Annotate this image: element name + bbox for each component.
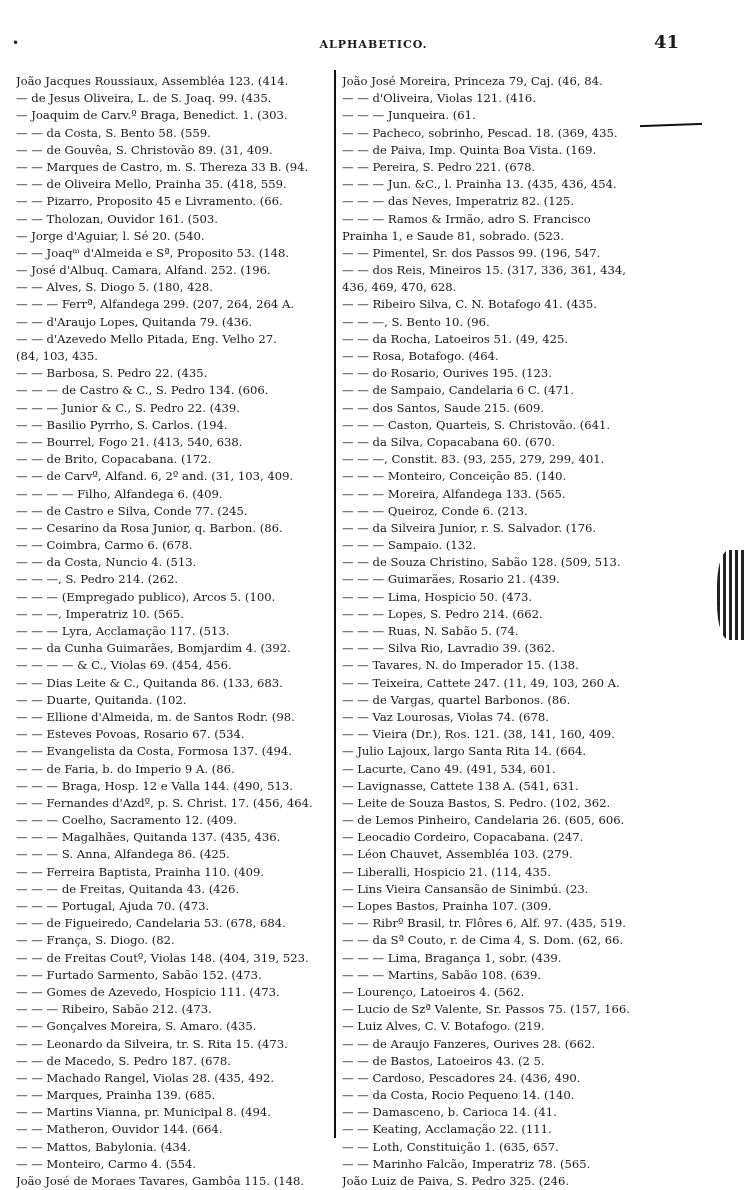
directory-entry: — — Tavares, N. do Imperador 15. (138. — [342, 658, 579, 673]
directory-entry: — — Pimentel, Sr. dos Passos 99. (196, 547. — [342, 245, 601, 260]
directory-entry: — — — (Empregado publico), Arcos 5. (100. — [16, 589, 276, 604]
directory-entry: — — de Paiva, Imp. Quinta Boa Vista. (169. — [342, 142, 597, 157]
directory-entry: — — Tholozan, Ouvidor 161. (503. — [16, 211, 218, 226]
directory-entry: — — — Junior & C., S. Pedro 22. (439. — [16, 400, 240, 415]
directory-entry: — — de Castro e Silva, Conde 77. (245. — [16, 503, 248, 518]
page-number: 41 — [653, 32, 679, 53]
directory-entry: — de Lemos Pinheiro, Candelaria 26. (605, 606. — [342, 813, 625, 828]
directory-entry: — — da Cunha Guimarães, Bomjardim 4. (392. — [16, 641, 291, 656]
directory-entry: — — Pizarro, Proposito 45 e Livramento. (66. — [16, 194, 283, 209]
binding-edge-mark — [717, 550, 747, 640]
directory-entry: — — — de Castro & C., S. Pedro 134. (606. — [16, 383, 269, 398]
directory-entry: — — Vieira (Dr.), Ros. 121. (38, 141, 160, 409. — [342, 727, 615, 742]
directory-entry: — — Fernandes d'Azdº, p. S. Christ. 17. (456, 464. — [16, 795, 313, 810]
directory-entry: — — — Ramos & Irmão, adro S. Francisco — [342, 211, 591, 226]
directory-entry: — — dos Reis, Mineiros 15. (317, 336, 361, 434, — [342, 263, 626, 278]
directory-entry: — — de Oliveira Mello, Prainha 35. (418, 559. — [16, 177, 287, 192]
directory-entry: — — Gomes de Azevedo, Hospicio 111. (473. — [16, 984, 280, 999]
page-header — [0, 32, 747, 58]
directory-entry: — José d'Albuq. Camara, Alfand. 252. (196. — [16, 263, 271, 278]
directory-entry: — Lavignasse, Cattete 138 A. (541, 631. — [342, 778, 579, 793]
directory-entry: — — Leonardo da Silveira, tr. S. Rita 15. (473. — [16, 1036, 288, 1051]
directory-entry: — — França, S. Diogo. (82. — [16, 933, 175, 948]
directory-entry: — — de Macedo, S. Pedro 187. (678. — [16, 1053, 231, 1068]
directory-entry: — — —, Imperatriz 10. (565. — [16, 606, 184, 621]
directory-entry: — — d'Araujo Lopes, Quitanda 79. (436. — [16, 314, 253, 329]
directory-entry: — Julio Lajoux, largo Santa Rita 14. (664. — [342, 744, 587, 759]
directory-entry: — — Damasceno, b. Carioca 14. (41. — [342, 1105, 557, 1120]
right-column — [342, 73, 710, 1190]
directory-entry: — — de Souza Christino, Sabão 128. (509, 513. — [342, 555, 621, 570]
left-column — [16, 73, 336, 1190]
directory-entry: — — Mattos, Babylonia. (434. — [16, 1139, 191, 1154]
directory-entry: — Léon Chauvet, Assembléa 103. (279. — [342, 847, 573, 862]
directory-entry: — — Marques, Prainha 139. (685. — [16, 1088, 216, 1103]
directory-entry: — Jorge d'Aguiar, l. Sé 20. (540. — [16, 228, 205, 243]
directory-entry: — — Ferreira Baptista, Prainha 110. (409. — [16, 864, 265, 879]
directory-entry: João José de Moraes Tavares, Gambôa 115. (148. — [16, 1174, 305, 1188]
directory-entry: — Lacurte, Cano 49. (491, 534, 601. — [342, 761, 556, 776]
directory-entry: — — de Gouvêa, S. Christovão 89. (31, 409. — [16, 142, 273, 157]
directory-entry: — — —, Constit. 83. (93, 255, 279, 299, 401. — [342, 452, 605, 467]
directory-entry: — — Monteiro, Carmo 4. (554. — [16, 1156, 197, 1171]
directory-entry: — — Marques de Castro, m. S. Thereza 33 B. (94. — [16, 159, 309, 174]
directory-entry: — — do Rosario, Ourives 195. (123. — [342, 366, 552, 381]
directory-entry: — — de Figueiredo, Candelaria 53. (678, 684. — [16, 916, 286, 931]
directory-entry: — — Pereira, S. Pedro 221. (678. — [342, 159, 536, 174]
directory-entry: — — de Vargas, quartel Barbonos. (86. — [342, 692, 571, 707]
directory-entry: — — — Ribeiro, Sabão 212. (473. — [16, 1002, 212, 1017]
directory-entry: — de Jesus Oliveira, L. de S. Joaq. 99. (435. — [16, 91, 272, 106]
directory-entry: — — Dias Leite & C., Quitanda 86. (133, 683. — [16, 675, 283, 690]
directory-entry: — — — Caston, Quarteis, S. Christovão. (641. — [342, 417, 611, 432]
directory-entry: — — — Sampaio. (132. — [342, 538, 477, 553]
directory-entry: — — da Costa, S. Bento 58. (559. — [16, 125, 211, 140]
directory-entry: — — Teixeira, Cattete 247. (11, 49, 103, 260 A. — [342, 675, 620, 690]
directory-entry: — — — Lima, Bragança 1, sobr. (439. — [342, 950, 562, 965]
directory-entry: — — da Costa, Rocio Pequeno 14. (140. — [342, 1088, 575, 1103]
directory-entry: — Lins Vieira Cansansão de Sinimbú. (23. — [342, 881, 589, 896]
directory-entry: — — — de Freitas, Quitanda 43. (426. — [16, 881, 240, 896]
directory-entry: — — Ribeiro Silva, C. N. Botafogo 41. (435. — [342, 297, 597, 312]
directory-entry: — Liberalli, Hospicio 21. (114, 435. — [342, 864, 551, 879]
directory-entry: — — — Queiroz, Conde 6. (213. — [342, 503, 528, 518]
directory-entry: — — Machado Rangel, Violas 28. (435, 492. — [16, 1070, 275, 1085]
directory-entry: — — — Portugal, Ajuda 70. (473. — [16, 899, 210, 913]
directory-entry: — — da Costa, Nuncio 4. (513. — [16, 555, 197, 570]
directory-entry: — — Cesarino da Rosa Junior, q. Barbon. (86. — [16, 520, 283, 535]
directory-entry: — — da Sª Couto, r. de Cima 4, S. Dom. (62, 66. — [342, 933, 624, 948]
directory-entry: (84, 103, 435. — [16, 349, 98, 363]
directory-entry: — — — Ferrª, Alfandega 299. (207, 264, 264 A. — [16, 297, 295, 312]
directory-entry: — — Joaqᵐ d'Almeida e Sª, Proposito 53. (148. — [16, 245, 290, 260]
directory-entry: — — — Lima, Hospicio 50. (473. — [342, 589, 533, 604]
directory-entry: — Leocadio Cordeiro, Copacabana. (247. — [342, 830, 584, 845]
directory-entry: — — de Brito, Copacabana. (172. — [16, 452, 212, 467]
directory-entry: — — — — & C., Violas 69. (454, 456. — [16, 658, 232, 673]
directory-entry: — — — Moreira, Alfandega 133. (565. — [342, 486, 566, 501]
directory-entry: — — da Silva, Copacabana 60. (670. — [342, 434, 556, 449]
directory-entry: — Leite de Souza Bastos, S. Pedro. (102, 362. — [342, 795, 611, 810]
directory-entry: — — da Rocha, Latoeiros 51. (49, 425. — [342, 331, 569, 346]
directory-entry: — — Barbosa, S. Pedro 22. (435. — [16, 366, 208, 381]
directory-entry: — — Ribrº Brasil, tr. Flôres 6, Alf. 97. (435, 519. — [342, 916, 626, 931]
page-mark: • — [12, 36, 20, 50]
directory-entry: — — Coimbra, Carmo 6. (678. — [16, 538, 193, 553]
directory-entry: — — d'Azevedo Mello Pitada, Eng. Velho 27. — [16, 331, 277, 346]
directory-entry: — — —, S. Pedro 214. (262. — [16, 572, 179, 587]
directory-entry: — — — — Filho, Alfandega 6. (409. — [16, 486, 223, 501]
directory-entry: — — Cardoso, Pescadores 24. (436, 490. — [342, 1070, 581, 1085]
directory-entry: 436, 469, 470, 628. — [342, 280, 457, 295]
directory-entry: — — — das Neves, Imperatriz 82. (125. — [342, 194, 575, 209]
directory-entry: — Luiz Alves, C. V. Botafogo. (219. — [342, 1019, 545, 1034]
directory-entry: — — — Junqueira. (61. — [342, 108, 476, 123]
directory-entry: — — — Martins, Sabão 108. (639. — [342, 967, 542, 982]
directory-entry: — — —, S. Bento 10. (96. — [342, 314, 490, 329]
directory-entry: — — Loth, Constituição 1. (635, 657. — [342, 1139, 559, 1154]
directory-entry: — — — Coelho, Sacramento 12. (409. — [16, 813, 237, 828]
directory-entry: — — d'Oliveira, Violas 121. (416. — [342, 91, 536, 106]
directory-entry: — — de Faria, b. do Imperio 9 A. (86. — [16, 761, 235, 776]
directory-entry: — Lourenço, Latoeiros 4. (562. — [342, 984, 525, 999]
directory-entry: — — Basilio Pyrrho, S. Carlos. (194. — [16, 417, 228, 432]
directory-entry: — — Gonçalves Moreira, S. Amaro. (435. — [16, 1019, 257, 1034]
directory-entry: Prainha 1, e Saude 81, sobrado. (523. — [342, 228, 564, 243]
page-title: ALPHABETICO. — [319, 38, 428, 51]
directory-entry: — — — Silva Rio, Lavradio 39. (362. — [342, 641, 556, 656]
directory-entry: — — de Sampaio, Candelaria 6 C. (471. — [342, 383, 574, 398]
directory-entry: — — dos Santos, Saude 215. (609. — [342, 400, 545, 415]
directory-entry: — — Alves, S. Diogo 5. (180, 428. — [16, 280, 213, 295]
directory-entry: — Lopes Bastos, Prainha 107. (309. — [342, 899, 552, 913]
directory-entry: — — Furtado Sarmento, Sabão 152. (473. — [16, 967, 262, 982]
directory-entry: João Jacques Roussiaux, Assembléa 123. (414. — [16, 74, 289, 88]
directory-entry: — — — Ruas, N. Sabão 5. (74. — [342, 624, 519, 638]
directory-entry: — — — Monteiro, Conceição 85. (140. — [342, 469, 567, 484]
directory-entry: — — Vaz Lourosas, Violas 74. (678. — [342, 709, 549, 724]
directory-entry: — Joaquim de Carv.º Braga, Benedict. 1. (303. — [16, 108, 288, 123]
directory-entry: — — Rosa, Botafogo. (464. — [342, 349, 499, 363]
directory-entry: — — Bourrel, Fogo 21. (413, 540, 638. — [16, 434, 243, 449]
directory-entry: — — Pacheco, sobrinho, Pescad. 18. (369, 435. — [342, 125, 618, 140]
directory-entry: — — de Araujo Fanzeres, Ourives 28. (662. — [342, 1036, 596, 1051]
directory-entry: — — Ellione d'Almeida, m. de Santos Rodr. (98. — [16, 709, 295, 724]
directory-entry: — — de Carvº, Alfand. 6, 2º and. (31, 103, 409. — [16, 469, 294, 484]
directory-entry: — — Keating, Acclamação 22. (111. — [342, 1122, 552, 1137]
directory-entry: — — — Lopes, S. Pedro 214. (662. — [342, 606, 543, 621]
directory-entry: — — — Lyra, Acclamação 117. (513. — [16, 624, 230, 638]
directory-entry: — Lucio de Szª Valente, Sr. Passos 75. (157, 166. — [342, 1002, 630, 1017]
directory-entry: João José Moreira, Princeza 79, Caj. (46, 84. — [342, 74, 603, 88]
column-divider — [334, 70, 336, 1138]
directory-entry: — — da Silveira Junior, r. S. Salvador. (176. — [342, 520, 597, 535]
directory-entry: — — — S. Anna, Alfandega 86. (425. — [16, 847, 230, 862]
directory-entry: — — Evangelista da Costa, Formosa 137. (494. — [16, 744, 292, 759]
directory-entry: — — de Freitas Coutº, Violas 148. (404, 319, 523. — [16, 950, 309, 965]
directory-entry: João Luiz de Paiva, S. Pedro 325. (246. — [342, 1174, 570, 1188]
directory-entry: — — — Braga, Hosp. 12 e Valla 144. (490, 513. — [16, 778, 293, 793]
directory-entry: — — Matheron, Ouvidor 144. (664. — [16, 1122, 223, 1137]
directory-entry: — — de Bastos, Latoeiros 43. (2 5. — [342, 1053, 545, 1068]
directory-entry: — — Duarte, Quitanda. (102. — [16, 692, 187, 707]
directory-entry: — — — Guimarães, Rosario 21. (439. — [342, 572, 560, 587]
directory-entry: — — — Magalhães, Quitanda 137. (435, 436. — [16, 830, 281, 845]
directory-entry: — — — Jun. &C., l. Prainha 13. (435, 436, 454. — [342, 177, 617, 192]
directory-entry: — — Martins Vianna, pr. Municipal 8. (494. — [16, 1105, 271, 1120]
directory-entry: — — Marinho Falcão, Imperatriz 78. (565. — [342, 1156, 591, 1171]
directory-entry: — — Esteves Povoas, Rosario 67. (534. — [16, 727, 245, 742]
